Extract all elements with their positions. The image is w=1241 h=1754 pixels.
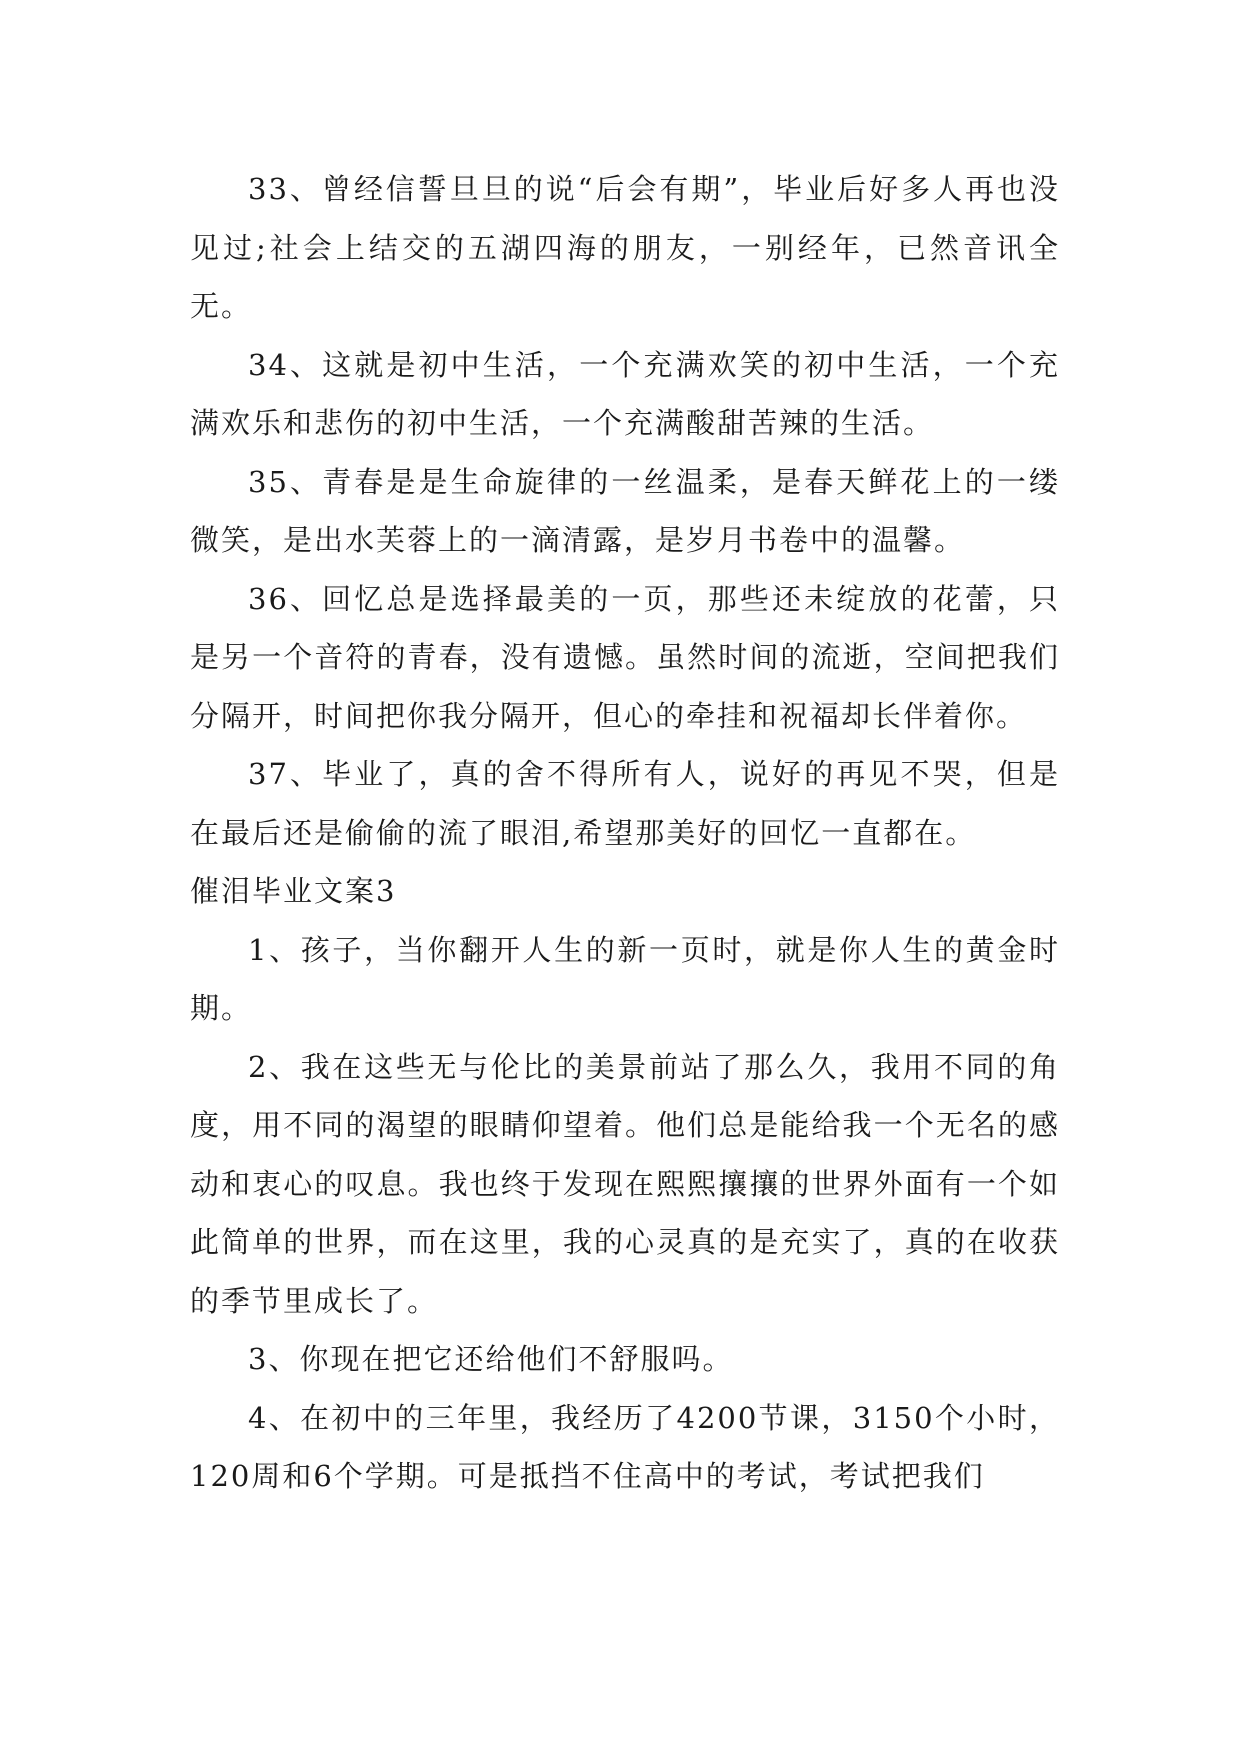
section-paragraph-2: 2、我在这些无与伦比的美景前站了那么久，我用不同的角度，用不同的渴望的眼睛仰望着。他们总是能给我一个无名的感动和衷心的叹息。我也终于发现在熙熙攘攘的世界外面有一个如此简单的世界，而在这里，我的心灵真的是充实了，真的在收获的季节里成长了。 xyxy=(190,1049,1060,1318)
paragraph-34: 34、这就是初中生活，一个充满欢笑的初中生活，一个充满欢乐和悲伤的初中生活，一个充满酸甜苦辣的生活。 xyxy=(190,347,1060,440)
section-paragraph-4: 4、在初中的三年里，我经历了4200节课，3150个小时，120周和6个学期。可是抵挡不住高中的考试，考试把我们 xyxy=(190,1400,1060,1493)
paragraph-35: 35、青春是是生命旋律的一丝温柔，是春天鲜花上的一缕微笑，是出水芙蓉上的一滴清露，是岁月书卷中的温馨。 xyxy=(190,464,1060,557)
section-paragraph-3: 3、你现在把它还给他们不舒服吗。 xyxy=(248,1342,734,1376)
paragraph-33: 33、曾经信誓旦旦的说“后会有期”，毕业后好多人再也没见过;社会上结交的五湖四海的朋友，一别经年，已然音讯全无。 xyxy=(190,172,1060,323)
section-heading: 催泪毕业文案3 xyxy=(190,874,397,908)
document-page xyxy=(190,160,1060,1506)
paragraph-36: 36、回忆总是选择最美的一页，那些还未绽放的花蕾，只是另一个音符的青春，没有遗憾。虽然时间的流逝，空间把我们分隔开，时间把你我分隔开，但心的牵挂和祝福却长伴着你。 xyxy=(190,581,1060,733)
paragraph-37: 37、毕业了，真的舍不得所有人，说好的再见不哭，但是在最后还是偷偷的流了眼泪,希望那美好的回忆一直都在。 xyxy=(190,757,1060,850)
section-paragraph-1: 1、孩子，当你翻开人生的新一页时，就是你人生的黄金时期。 xyxy=(190,932,1060,1025)
